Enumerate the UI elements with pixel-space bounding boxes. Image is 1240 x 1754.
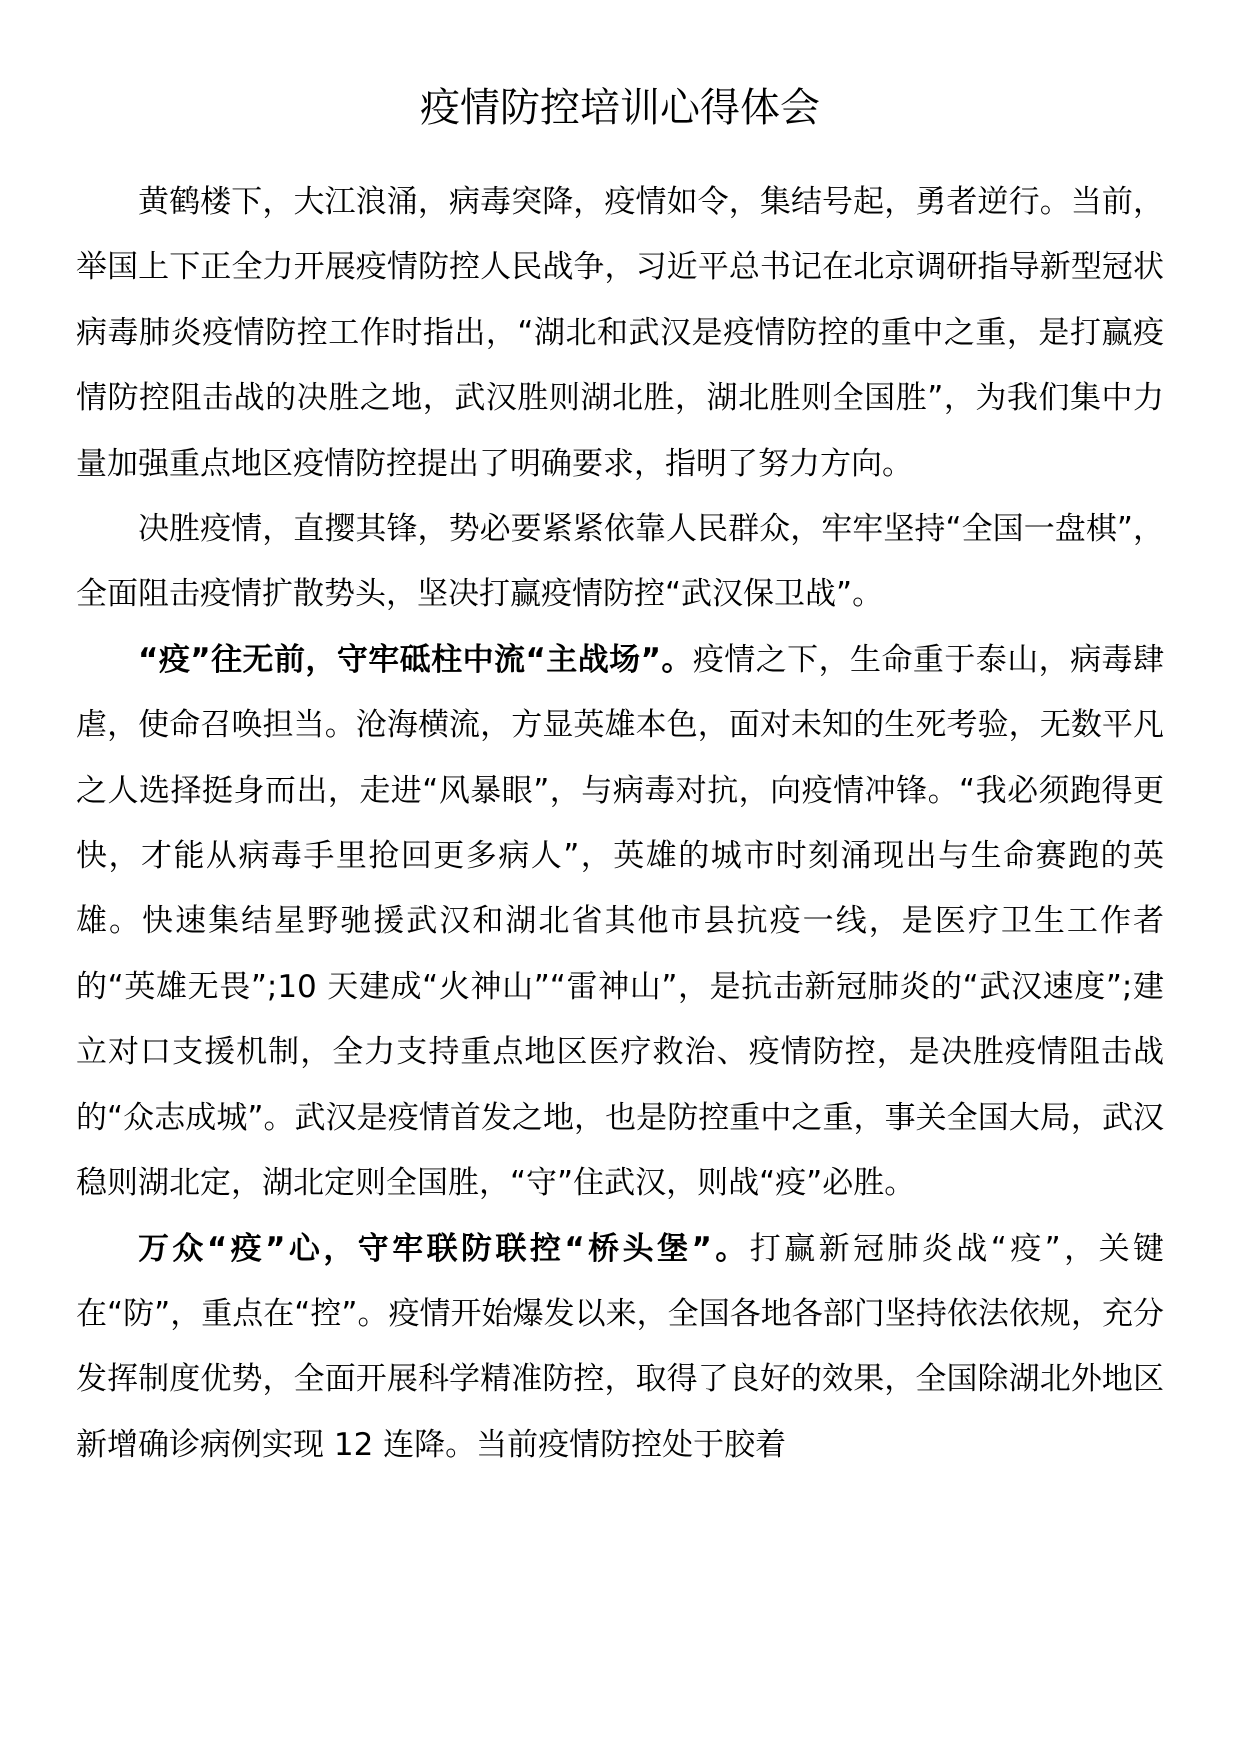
paragraph-4-text: 打赢新冠肺炎战“疫”，关键在“防”，重点在“控”。疫情开始爆发以来，全国各地各部门坚持依法依规，充分发挥制度优势，全面开展科学精准防控，取得了良好的效果，全国除湖北外地区新增确诊病例实现 12 连降。当前疫情防控处于胶着 bbox=[76, 1230, 1164, 1463]
document-title: 疫情防控培训心得体会 bbox=[420, 85, 820, 131]
paragraph-1 bbox=[76, 170, 1164, 497]
paragraph-2 bbox=[76, 497, 1164, 628]
paragraph-4 bbox=[76, 1217, 1164, 1479]
paragraph-3 bbox=[76, 628, 1164, 1217]
paragraph-4-heading: 万众“疫”心，守牢联防联控“桥头堡”。 bbox=[138, 1230, 750, 1267]
paragraph-3-text: 疫情之下，生命重于泰山，病毒肆虐，使命召唤担当。沧海横流，方显英雄本色，面对未知的生死考验，无数平凡之人选择挺身而出，走进“风暴眼”，与病毒对抗，向疫情冲锋。“我必须跑得更快，才能从病毒手里抢回更多病人”，英雄的城市时刻涌现出与生命赛跑的英雄。快速集结星野驰援武汉和湖北省其他市县抗疫一线，是医疗卫生工作者的“英雄无畏”;10 天建成“火神山”“雷神山”，是抗击新冠肺炎的“武汉速度”;建立对口支援机制，全力支持重点地区医疗救治、疫情防控，是决胜疫情阻击战的“众志成城”。武汉是疫情首发之地，也是防控重中之重，事关全国大局，武汉稳则湖北定，湖北定则全国胜，“守”住武汉，则战“疫”必胜。 bbox=[76, 641, 1164, 1202]
paragraph-1-text: 黄鹤楼下，大江浪涌，病毒突降，疫情如令，集结号起，勇者逆行。当前，举国上下正全力开展疫情防控人民战争，习近平总书记在北京调研指导新型冠状病毒肺炎疫情防控工作时指出，“湖北和武汉是疫情防控的重中之重，是打赢疫情防控阻击战的决胜之地，武汉胜则湖北胜，湖北胜则全国胜”，为我们集中力量加强重点地区疫情防控提出了明确要求，指明了努力方向。 bbox=[76, 184, 1164, 482]
paragraph-3-heading: “疫”往无前，守牢砥柱中流“主战场”。 bbox=[138, 641, 693, 678]
paragraph-2-text: 决胜疫情，直撄其锋，势必要紧紧依靠人民群众，牢牢坚持“全国一盘棋”，全面阻击疫情扩散势头，坚决打赢疫情防控“武汉保卫战”。 bbox=[76, 511, 1164, 613]
